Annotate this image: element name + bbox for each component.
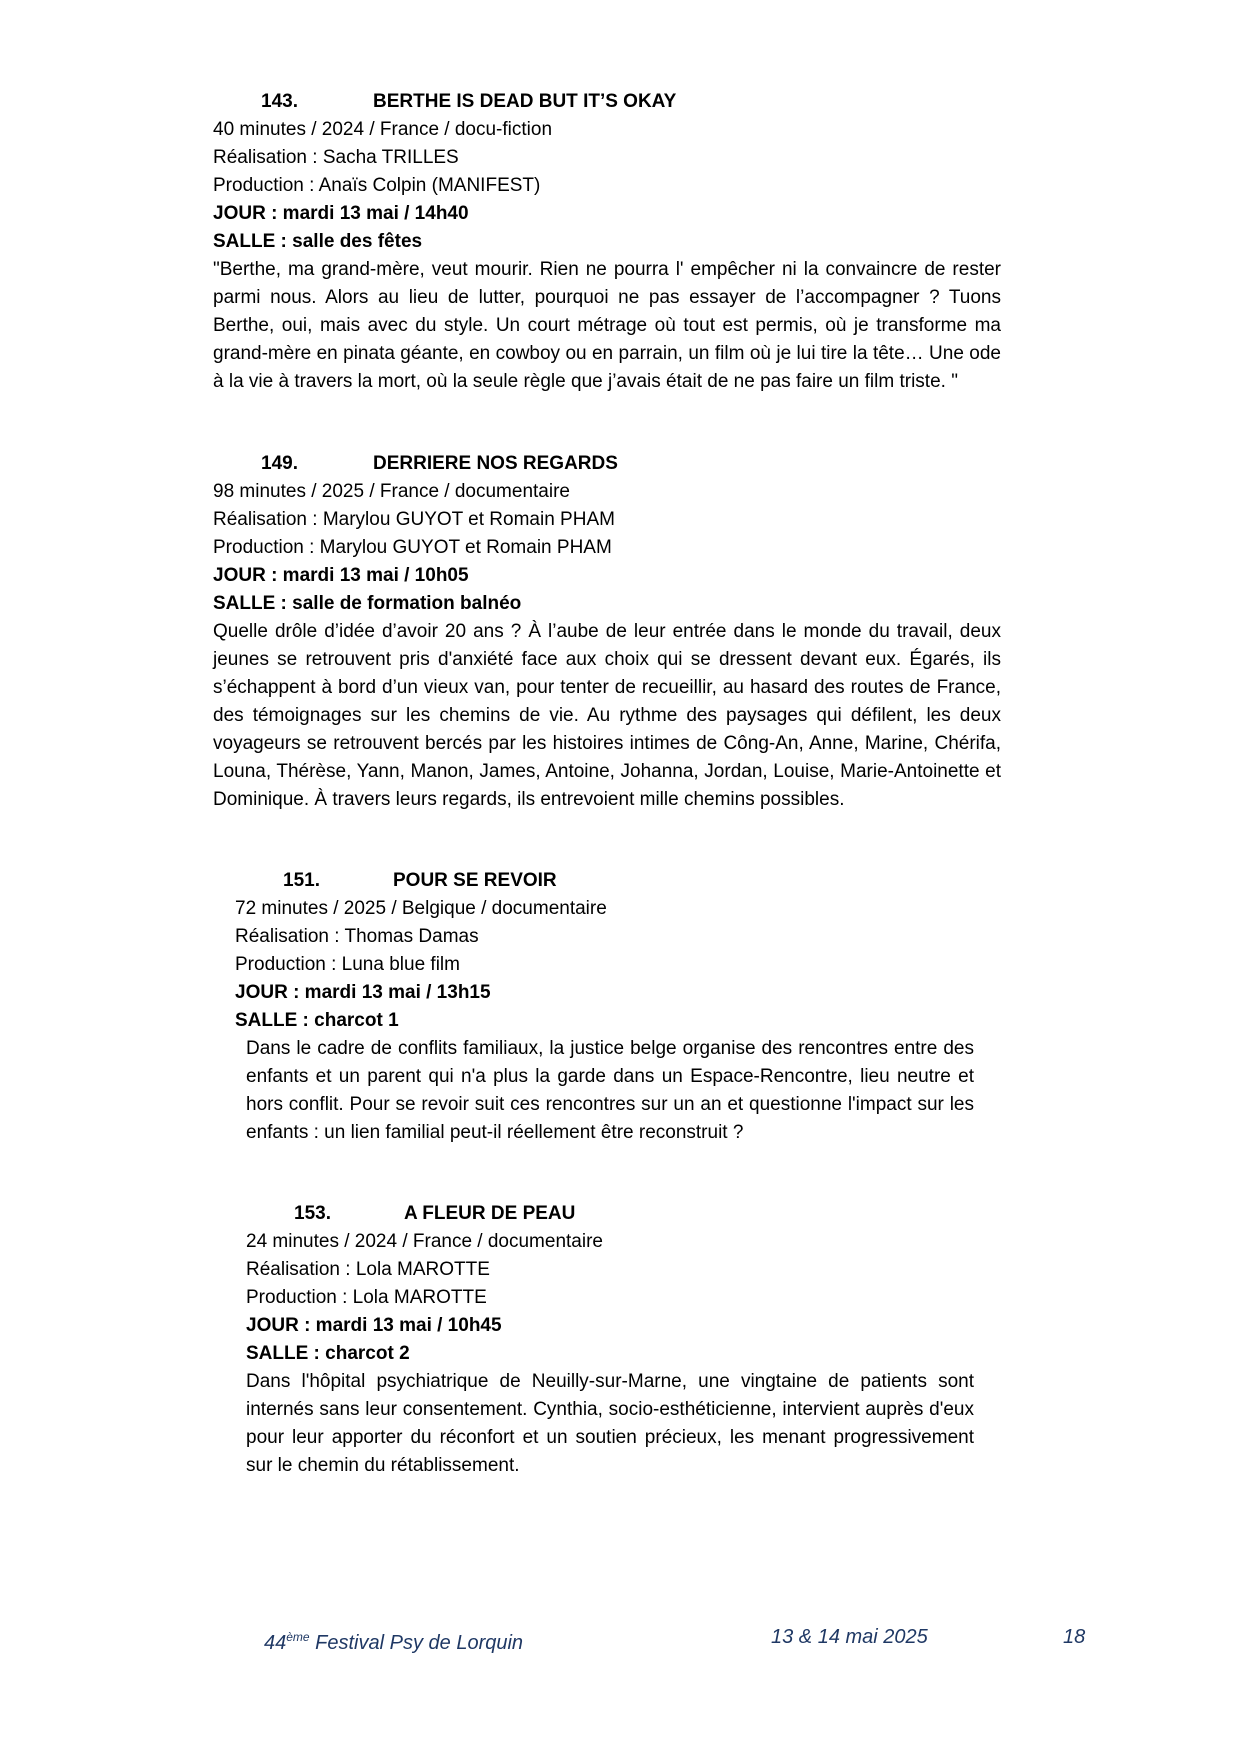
film-number: 143.: [261, 91, 298, 112]
film-entry-151: [235, 867, 975, 1147]
film-jour: JOUR : mardi 13 mai / 10h05: [213, 565, 469, 586]
page-number: 18: [1063, 1626, 1086, 1648]
film-jour: JOUR : mardi 13 mai / 14h40: [213, 203, 469, 224]
film-info: 98 minutes / 2025 / France / documentaire: [213, 481, 570, 502]
film-heading: [235, 867, 975, 895]
film-salle: SALLE : charcot 1: [235, 1010, 399, 1031]
film-jour: JOUR : mardi 13 mai / 13h15: [235, 982, 491, 1003]
film-salle: SALLE : charcot 2: [246, 1343, 410, 1364]
film-info: 24 minutes / 2024 / France / documentaire: [246, 1231, 603, 1252]
film-production: Production : Lola MAROTTE: [246, 1287, 487, 1308]
film-description: Dans l'hôpital psychiatrique de Neuilly-sur-Marne, une vingtaine de patients sont internés sans leur consentement. Cynthia, socio-esthéticienne, intervient auprès d'eux pour leur apporter du réconfort et un soutien précieux, les menant progressivement sur le chemin du rétablissement.: [246, 1371, 974, 1476]
film-production: Production : Luna blue film: [235, 954, 460, 975]
film-director: Réalisation : Sacha TRILLES: [213, 147, 459, 168]
film-director: Réalisation : Thomas Damas: [235, 926, 479, 947]
film-title: BERTHE IS DEAD BUT IT’S OKAY: [373, 91, 677, 112]
film-info: 72 minutes / 2025 / Belgique / documentaire: [235, 898, 607, 919]
film-title: DERRIERE NOS REGARDS: [373, 453, 618, 474]
film-director: Réalisation : Marylou GUYOT et Romain PHAM: [213, 509, 615, 530]
film-description: Quelle drôle d’idée d’avoir 20 ans ? À l’aube de leur entrée dans le monde du travail, deux jeunes se retrouvent pris d'anxiété face aux choix qui se dressent devant eux. Égarés, ils s’échappent à bord d’un vieux van, pour tenter de recueillir, au hasard des routes de France, des témoignages sur les chemins de vie. Au rythme des paysages qui défilent, les deux voyageurs se retrouvent bercés par les histoires intimes de Công-An, Anne, Marine, Chérifa, Louna, Thérèse, Yann, Manon, James, Antoine, Johanna, Jordan, Louise, Marie-Antoinette et Dominique. À travers leurs regards, ils entrevoient mille chemins possibles.: [213, 621, 1001, 810]
film-description: "Berthe, ma grand-mère, veut mourir. Rien ne pourra l' empêcher ni la convaincre de rester parmi nous. Alors au lieu de lutter, pourquoi ne pas essayer de l’accompagner ? Tuons Berthe, oui, mais avec du style. Un court métrage où tout est permis, où je transforme ma grand-mère en pinata géante, en cowboy ou en parrain, un film où je lui tire la tête… Une ode à la vie à travers la mort, où la seule règle que j’avais était de ne pas faire un film triste. ": [213, 259, 1001, 392]
footer-edition-number: 44: [264, 1632, 287, 1654]
footer-edition-suffix: ème: [286, 1630, 310, 1644]
footer-festival: [264, 1622, 523, 1652]
film-heading: [213, 450, 1001, 478]
film-number: 153.: [294, 1203, 331, 1224]
film-title: POUR SE REVOIR: [393, 870, 557, 891]
film-salle: SALLE : salle de formation balnéo: [213, 593, 522, 614]
film-title: A FLEUR DE PEAU: [404, 1203, 576, 1224]
film-heading: [246, 1200, 974, 1228]
film-entry-143: [213, 88, 1001, 396]
film-number: 151.: [283, 870, 320, 891]
film-entry-149: [213, 450, 1001, 814]
film-salle: SALLE : salle des fêtes: [213, 231, 423, 252]
film-description: Dans le cadre de conflits familiaux, la justice belge organise des rencontres entre des enfants et un parent qui n'a plus la garde dans un Espace-Rencontre, lieu neutre et hors conflit. Pour se revoir suit ces rencontres sur un an et questionne l'impact sur les enfants : un lien familial peut-il réellement être reconstruit ?: [246, 1038, 974, 1143]
film-production: Production : Marylou GUYOT et Romain PHAM: [213, 537, 612, 558]
film-heading: [213, 88, 1001, 116]
film-info: 40 minutes / 2024 / France / docu-fiction: [213, 119, 553, 140]
film-entry-153: [246, 1200, 974, 1480]
film-jour: JOUR : mardi 13 mai / 10h45: [246, 1315, 502, 1336]
footer-festival-name: Festival Psy de Lorquin: [315, 1632, 524, 1654]
film-number: 149.: [261, 453, 298, 474]
film-production: Production : Anaïs Colpin (MANIFEST): [213, 175, 541, 196]
film-director: Réalisation : Lola MAROTTE: [246, 1259, 490, 1280]
footer-dates: 13 & 14 mai 2025: [771, 1626, 928, 1648]
